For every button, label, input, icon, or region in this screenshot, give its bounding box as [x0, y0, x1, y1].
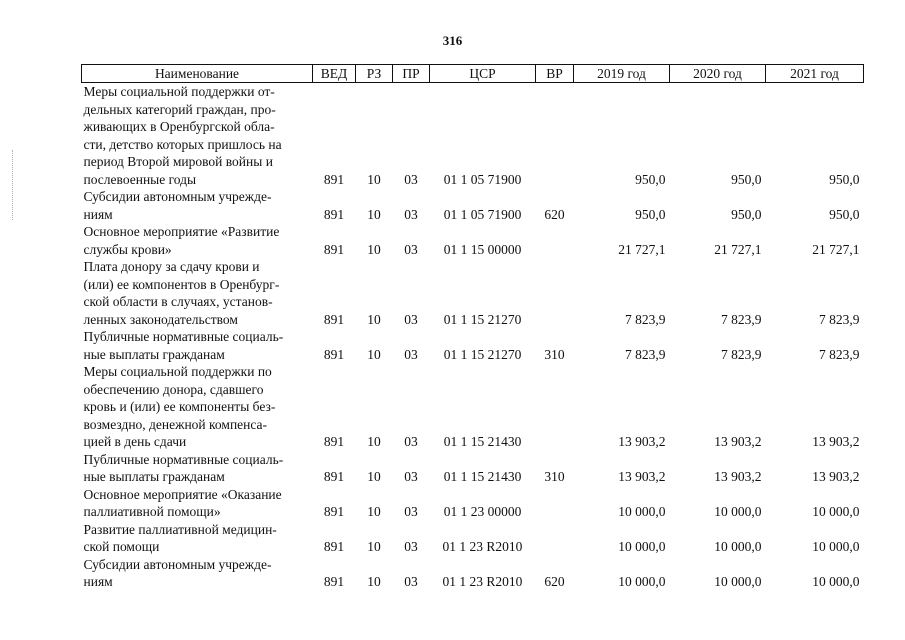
- cell-ved: 891: [323, 539, 345, 554]
- cell-csr: 01 1 23 R2010: [442, 539, 523, 554]
- cell-rz: 10: [367, 469, 381, 484]
- cell-rz: 10: [367, 539, 381, 554]
- cell-2020: 10 000,0: [714, 539, 762, 554]
- table-header-row: [82, 65, 864, 83]
- cell-ved: 891: [323, 346, 345, 362]
- cell-rz: 10: [367, 434, 381, 449]
- cell-2019: 13 903,2: [618, 469, 666, 484]
- header-2019: 2019 год: [574, 65, 670, 83]
- cell-csr: 01 1 23 R2010: [442, 574, 523, 589]
- row-label: Развитие паллиативной медицин- ской помощи: [83, 521, 277, 554]
- cell-2020: 10 000,0: [714, 574, 762, 589]
- cell-2020: 21 727,1: [714, 241, 762, 257]
- cell-2019: 7 823,9: [625, 346, 666, 362]
- header-2021: 2021 год: [766, 65, 864, 83]
- cell-pr: 03: [404, 434, 418, 449]
- cell-2021: 10 000,0: [812, 574, 860, 589]
- cell-ved: 891: [323, 574, 345, 589]
- cell-2019: 10 000,0: [618, 504, 666, 519]
- row-label: Субсидии автономным учрежде- ниям: [83, 556, 272, 589]
- table-row: [82, 328, 864, 363]
- cell-2021: 950,0: [829, 171, 860, 187]
- row-label: Основное мероприятие «Оказание паллиативной помощи»: [83, 486, 282, 519]
- cell-vr: 620: [544, 206, 565, 222]
- budget-table: [81, 64, 864, 591]
- cell-2021: 7 823,9: [819, 346, 860, 362]
- cell-name: [82, 258, 313, 328]
- cell-vr: 310: [544, 346, 565, 362]
- cell-2020: 13 903,2: [714, 469, 762, 484]
- cell-name: [82, 521, 313, 556]
- header-vr: ВР: [536, 65, 574, 83]
- cell-csr: 01 1 05 71900: [443, 206, 522, 222]
- table-row: [82, 521, 864, 556]
- cell-ved: 891: [323, 206, 345, 222]
- margin-mark: [12, 150, 13, 220]
- cell-vr: [536, 363, 574, 451]
- cell-pr: 03: [404, 311, 418, 327]
- cell-rz: 10: [367, 574, 381, 589]
- cell-2020: 950,0: [731, 171, 762, 187]
- cell-2020: 950,0: [731, 206, 762, 222]
- header-pr: ПР: [393, 65, 430, 83]
- cell-vr: [536, 258, 574, 328]
- header-csr: ЦСР: [430, 65, 536, 83]
- table-row: [82, 486, 864, 521]
- cell-name: [82, 328, 313, 363]
- cell-ved: 891: [323, 311, 345, 327]
- cell-csr: 01 1 15 00000: [443, 241, 522, 257]
- cell-csr: 01 1 15 21270: [443, 346, 522, 362]
- table-row: [82, 363, 864, 451]
- cell-2019: 13 903,2: [618, 434, 666, 449]
- cell-2019: 10 000,0: [618, 574, 666, 589]
- cell-pr: 03: [404, 574, 418, 589]
- table-row: [82, 188, 864, 223]
- cell-name: [82, 486, 313, 521]
- row-label: Публичные нормативные социаль- ные выплаты гражданам: [83, 329, 284, 362]
- cell-vr: [536, 486, 574, 521]
- cell-ved: 891: [323, 241, 345, 257]
- cell-2021: 13 903,2: [812, 434, 860, 449]
- cell-pr: 03: [404, 346, 418, 362]
- row-label: Плата донору за сдачу крови и (или) ее компонентов в Оренбург- ской области в случаях, установ- ленных законодательством: [83, 259, 280, 327]
- cell-pr: 03: [404, 241, 418, 257]
- cell-pr: 03: [404, 171, 418, 187]
- cell-vr: 620: [544, 574, 565, 589]
- cell-2020: 7 823,9: [721, 346, 762, 362]
- table-row: [82, 83, 864, 189]
- cell-rz: 10: [367, 311, 381, 327]
- cell-ved: 891: [323, 434, 345, 449]
- cell-pr: 03: [404, 539, 418, 554]
- cell-pr: 03: [404, 206, 418, 222]
- cell-2020: 7 823,9: [721, 311, 762, 327]
- cell-vr: [536, 83, 574, 189]
- cell-name: [82, 188, 313, 223]
- cell-2021: 13 903,2: [812, 469, 860, 484]
- header-2020: 2020 год: [670, 65, 766, 83]
- cell-2019: 950,0: [635, 171, 666, 187]
- cell-2020: 13 903,2: [714, 434, 762, 449]
- row-label: Публичные нормативные социаль- ные выплаты гражданам: [83, 451, 284, 484]
- cell-pr: 03: [404, 469, 418, 484]
- row-label: Меры социальной поддержки от- дельных категорий граждан, про- живающих в Оренбургской обла- сти, детство которых пришлось на период Второй мировой войны и послевоенные годы: [83, 84, 282, 187]
- cell-name: [82, 83, 313, 189]
- cell-csr: 01 1 15 21430: [443, 469, 522, 484]
- table-body: [82, 83, 864, 591]
- cell-csr: 01 1 15 21270: [443, 311, 522, 327]
- cell-rz: 10: [367, 504, 381, 519]
- cell-vr: 310: [544, 469, 565, 484]
- cell-csr: 01 1 05 71900: [443, 171, 522, 187]
- cell-2019: 10 000,0: [618, 539, 666, 554]
- cell-vr: [536, 223, 574, 258]
- cell-csr: 01 1 23 00000: [443, 504, 522, 519]
- table-row: [82, 223, 864, 258]
- cell-name: [82, 451, 313, 486]
- cell-vr: [536, 521, 574, 556]
- cell-rz: 10: [367, 346, 381, 362]
- cell-2021: 7 823,9: [819, 311, 860, 327]
- table-row: [82, 258, 864, 328]
- table-row: [82, 556, 864, 591]
- cell-2020: 10 000,0: [714, 504, 762, 519]
- cell-ved: 891: [323, 171, 345, 187]
- cell-2019: 7 823,9: [625, 311, 666, 327]
- table-row: [82, 451, 864, 486]
- cell-ved: 891: [323, 469, 345, 484]
- cell-rz: 10: [367, 171, 381, 187]
- cell-pr: 03: [404, 504, 418, 519]
- header-rz: РЗ: [356, 65, 393, 83]
- cell-2021: 21 727,1: [812, 241, 860, 257]
- cell-2021: 10 000,0: [812, 504, 860, 519]
- page-number: 316: [442, 33, 463, 48]
- cell-2019: 950,0: [635, 206, 666, 222]
- cell-2019: 21 727,1: [618, 241, 666, 257]
- header-ved: ВЕД: [313, 65, 356, 83]
- cell-csr: 01 1 15 21430: [443, 434, 522, 449]
- cell-ved: 891: [323, 504, 345, 519]
- row-label: Субсидии автономным учрежде- ниям: [83, 189, 272, 222]
- row-label: Меры социальной поддержки по обеспечению донора, сдавшего кровь и (или) ее компоненты без- возмездно, денежной компенса- цией в день сдачи: [83, 364, 276, 449]
- cell-2021: 10 000,0: [812, 539, 860, 554]
- row-label: Основное мероприятие «Развитие службы крови»: [83, 224, 280, 257]
- cell-rz: 10: [367, 206, 381, 222]
- cell-2021: 950,0: [829, 206, 860, 222]
- cell-rz: 10: [367, 241, 381, 257]
- cell-name: [82, 556, 313, 591]
- header-name: Наименование: [82, 65, 313, 83]
- cell-name: [82, 223, 313, 258]
- cell-name: [82, 363, 313, 451]
